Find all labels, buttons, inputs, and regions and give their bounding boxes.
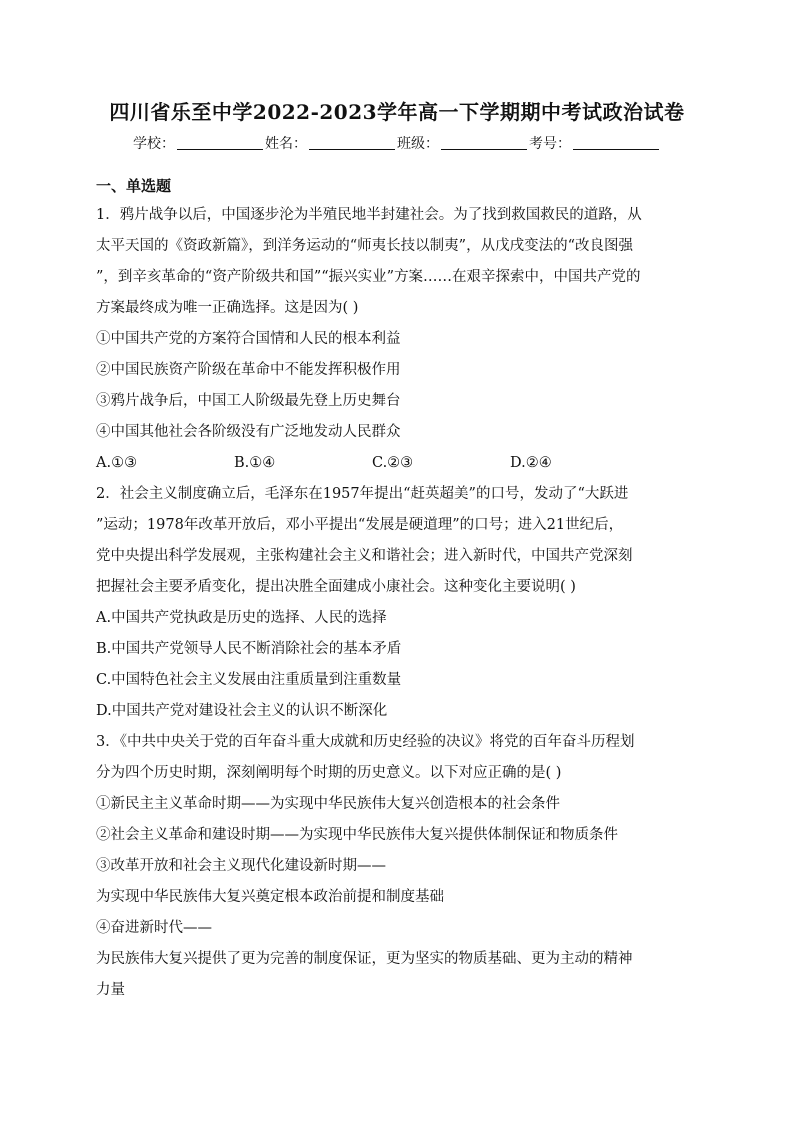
- statement-item: ①中国共产党的方案符合国情和人民的根本利益: [96, 331, 401, 347]
- option-b: B.中国共产党领导人民不断消除社会的基本矛盾: [96, 641, 402, 657]
- question-text-line: 党中央提出科学发展观，主张构建社会主义和谐社会；进入新时代，中国共产党深刻: [96, 548, 633, 564]
- school-blank: [177, 148, 263, 150]
- option-c: C.中国特色社会主义发展由注重质量到注重数量: [96, 672, 402, 688]
- question-2: [96, 479, 698, 727]
- option-d: D.中国共产党对建设社会主义的认识不断深化: [96, 703, 388, 719]
- section-title: 一、单选题: [96, 177, 172, 195]
- class-blank: [441, 148, 527, 150]
- option-a: A.中国共产党执政是历史的选择、人民的选择: [96, 610, 387, 626]
- question-text-line: 2．社会主义制度确立后，毛泽东在1957年提出“赶英超美”的口号，发动了“大跃进: [96, 486, 629, 502]
- question-text-line: 3．《中共中央关于党的百年奋斗重大成就和历史经验的决议》将党的百年奋斗历程划: [96, 734, 635, 750]
- option-a: A.①③: [96, 455, 138, 471]
- question-text-line: 把握社会主要矛盾变化，提出决胜全面建成小康社会。这种变化主要说明( ): [96, 579, 576, 595]
- school-label: 学校：: [133, 136, 175, 152]
- statement-item: ①新民主主义革命时期——为实现中华民族伟大复兴创造根本的社会条件: [96, 796, 560, 812]
- statement-item: ③改革开放和社会主义现代化建设新时期——: [96, 858, 386, 874]
- statement-item: 为实现中华民族伟大复兴奠定根本政治前提和制度基础: [96, 889, 444, 905]
- statement-item: ②中国民族资产阶级在革命中不能发挥积极作用: [96, 362, 401, 378]
- name-blank: [309, 148, 395, 150]
- question-text-line: ”运动；1978年改革开放后，邓小平提出“发展是硬道理”的口号；进入21世纪后，: [96, 517, 624, 533]
- statement-item: ④中国其他社会各阶级没有广泛地发动人民群众: [96, 424, 401, 440]
- statement-item: ④奋进新时代——: [96, 920, 212, 936]
- question-text-line: ”，到辛亥革命的“资产阶级共和国”“振兴实业”方案……在艰辛探索中，中国共产党的: [96, 269, 641, 285]
- name-label: 姓名：: [265, 136, 307, 152]
- class-label: 班级：: [397, 136, 439, 152]
- answer-options: [96, 448, 698, 479]
- option-d: D.②④: [510, 455, 552, 471]
- statement-item: 为民族伟大复兴提供了更为完善的制度保证，更为坚实的物质基础、更为主动的精神: [96, 951, 633, 967]
- statement-item: 力量: [96, 982, 125, 998]
- question-3: [96, 727, 698, 1006]
- exam-title: 四川省乐至中学2022-2023学年高一下学期期中考试政治试卷: [109, 100, 685, 124]
- option-c: C.②③: [372, 455, 414, 471]
- statement-item: ③鸦片战争后，中国工人阶级最先登上历史舞台: [96, 393, 401, 409]
- question-text-line: 太平天国的《资政新篇》，到洋务运动的“师夷长技以制夷”，从戊戌变法的“改良图强: [96, 238, 633, 254]
- exam-number-label: 考号：: [529, 136, 571, 152]
- statement-item: ②社会主义革命和建设时期——为实现中华民族伟大复兴提供体制保证和物质条件: [96, 827, 618, 843]
- student-info-row: [96, 133, 698, 153]
- exam-number-blank: [573, 148, 659, 150]
- question-text-line: 分为四个历史时期，深刻阐明每个时期的历史意义。以下对应正确的是( ): [96, 765, 562, 781]
- question-text-line: 方案最终成为唯一正确选择。这是因为( ): [96, 300, 359, 316]
- option-b: B.①④: [234, 455, 276, 471]
- question-1: [96, 200, 698, 479]
- question-text-line: 1．鸦片战争以后，中国逐步沦为半殖民地半封建社会。为了找到救国救民的道路，从: [96, 207, 642, 223]
